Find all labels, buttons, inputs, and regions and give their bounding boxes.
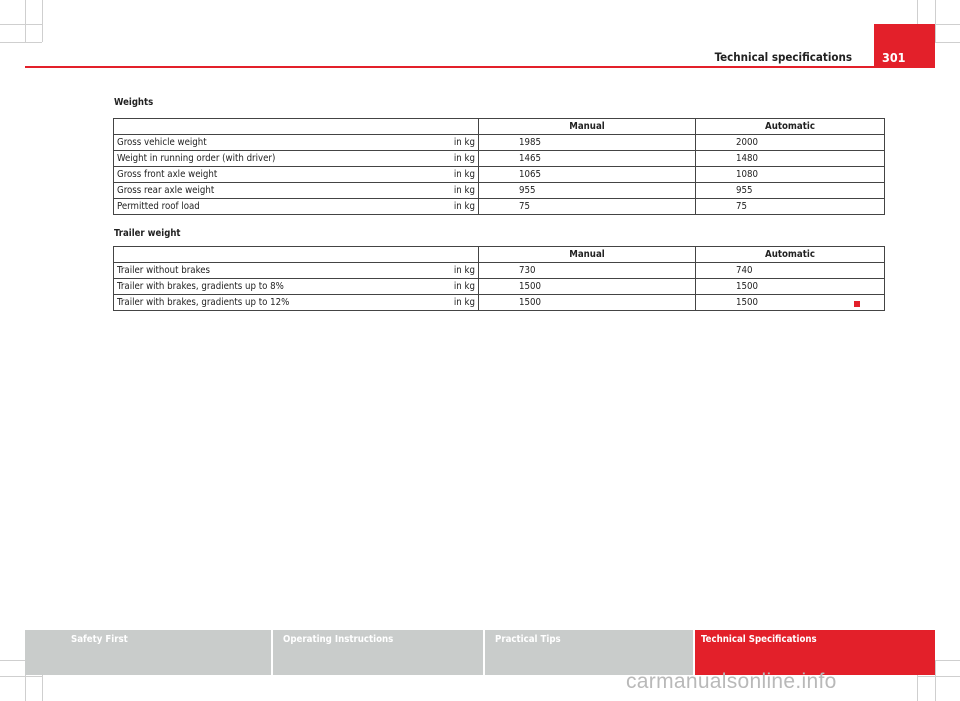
table-header-blank	[114, 119, 423, 135]
row-label: Gross vehicle weight	[114, 135, 423, 151]
automatic-value: 1080	[696, 167, 885, 183]
row-unit: in kg	[422, 263, 479, 279]
footer-tab-safety-first[interactable]	[25, 630, 271, 675]
table-header-row	[114, 247, 885, 263]
manual-value: 730	[479, 263, 696, 279]
automatic-value: 1500	[696, 279, 885, 295]
crop-mark	[42, 0, 43, 42]
watermark: carmanualsonline.info	[626, 670, 837, 693]
weights-heading: Weights	[114, 97, 154, 108]
row-unit: in kg	[422, 279, 479, 295]
crop-mark	[935, 0, 936, 42]
row-unit: in kg	[422, 135, 479, 151]
trailer-weight-table	[113, 246, 885, 311]
table-row	[114, 167, 885, 183]
automatic-value: 740	[696, 263, 885, 279]
row-unit: in kg	[422, 183, 479, 199]
row-label: Gross rear axle weight	[114, 183, 423, 199]
row-label: Trailer with brakes, gradients up to 12%	[114, 295, 423, 311]
automatic-value: 2000	[696, 135, 885, 151]
table-header-row	[114, 119, 885, 135]
header-rule	[25, 66, 934, 68]
crop-mark	[0, 24, 42, 25]
row-unit: in kg	[422, 199, 479, 215]
manual-value: 1500	[479, 295, 696, 311]
automatic-value: 1480	[696, 151, 885, 167]
table-row	[114, 263, 885, 279]
table-row	[114, 151, 885, 167]
row-label: Gross front axle weight	[114, 167, 423, 183]
row-unit: in kg	[422, 151, 479, 167]
table-row	[114, 295, 885, 311]
crop-mark	[917, 676, 960, 677]
manual-value: 75	[479, 199, 696, 215]
column-header-manual: Manual	[479, 247, 696, 263]
manual-value: 1985	[479, 135, 696, 151]
automatic-value: 75	[696, 199, 885, 215]
crop-mark	[0, 42, 42, 43]
row-label: Trailer without brakes	[114, 263, 423, 279]
crop-mark	[0, 676, 42, 677]
footer-tab-label: Technical Specifications	[701, 634, 817, 645]
footer-tab-practical-tips[interactable]	[485, 630, 693, 675]
table-row	[114, 279, 885, 295]
column-header-manual: Manual	[479, 119, 696, 135]
table-row	[114, 135, 885, 151]
footer-tab-label: Practical Tips	[495, 634, 561, 645]
weights-table	[113, 118, 885, 215]
table-row	[114, 199, 885, 215]
trailer-weight-heading: Trailer weight	[114, 228, 181, 239]
footer-tab-label: Operating Instructions	[283, 634, 394, 645]
column-header-automatic: Automatic	[696, 247, 885, 263]
row-label: Weight in running order (with driver)	[114, 151, 423, 167]
row-label: Trailer with brakes, gradients up to 8%	[114, 279, 423, 295]
manual-value: 955	[479, 183, 696, 199]
column-header-automatic: Automatic	[696, 119, 885, 135]
footer-tab-label: Safety First	[71, 634, 128, 645]
row-unit: in kg	[422, 295, 479, 311]
manual-value: 1065	[479, 167, 696, 183]
table-header-blank	[422, 247, 479, 263]
crop-mark	[935, 660, 936, 701]
row-unit: in kg	[422, 167, 479, 183]
crop-mark	[25, 0, 26, 42]
row-label: Permitted roof load	[114, 199, 423, 215]
manual-value: 1465	[479, 151, 696, 167]
manual-value: 1500	[479, 279, 696, 295]
table-header-blank	[422, 119, 479, 135]
table-header-blank	[114, 247, 423, 263]
automatic-value: 1500	[696, 295, 885, 311]
automatic-value: 955	[696, 183, 885, 199]
footer-tab-operating-instructions[interactable]	[273, 630, 483, 675]
footer-tab-technical-specifications[interactable]	[695, 630, 935, 675]
page-number: 301	[882, 50, 906, 65]
header-title: Technical specifications	[714, 50, 852, 64]
section-end-marker-icon	[854, 301, 860, 307]
table-row	[114, 183, 885, 199]
